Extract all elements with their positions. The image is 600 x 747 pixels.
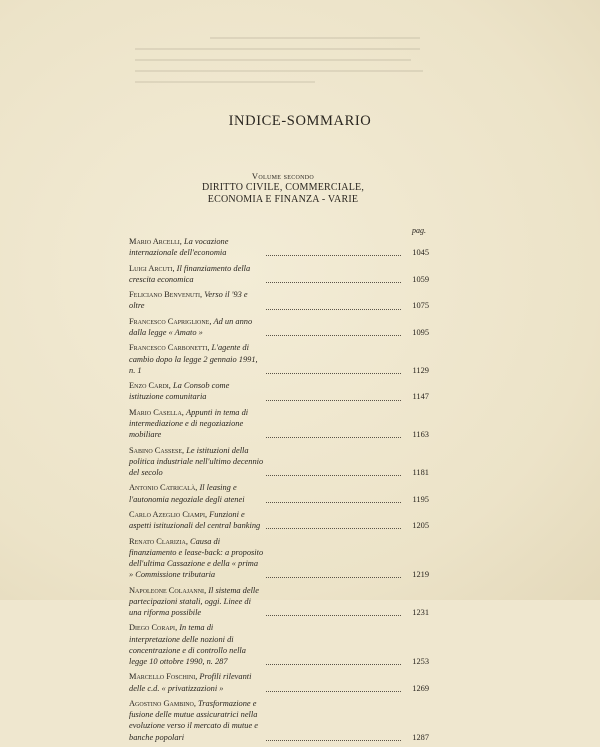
toc-work-title: Causa di finanziamento e lease-back: a proposito dell'ultima Cassazione e della « prima » Commissione tributaria — [129, 536, 264, 580]
toc-entry — [129, 509, 429, 531]
dot-leader — [266, 475, 401, 476]
dot-leader — [266, 528, 401, 529]
toc-page-number: 1287 — [412, 732, 429, 742]
toc-author: Feliciano Benvenuti — [129, 290, 200, 300]
toc-page-number: 1147 — [412, 392, 429, 402]
toc-page-number: 1075 — [412, 301, 429, 311]
toc-work-title: Ad un anno dalla legge « Amato » — [129, 316, 253, 337]
toc-entry — [129, 263, 429, 285]
toc-entry-text: Mario Casella, Appunti in tema di intermediazione e di negoziazione mobiliare — [129, 407, 249, 440]
toc-author: Napoleone Colajanni — [129, 585, 205, 595]
toc-entry — [129, 585, 429, 619]
toc-entry — [129, 536, 429, 581]
toc-entry — [129, 342, 429, 376]
toc-page-number: 1045 — [412, 248, 429, 258]
dot-leader — [266, 400, 401, 401]
toc-page-number: 1059 — [412, 274, 429, 284]
toc-entry-text: Mario Arcelli, La vocazione internazionale dell'economia — [129, 237, 229, 258]
volume-label: Volume secondo — [251, 171, 315, 181]
index-title: INDICE-SOMMARIO — [228, 113, 372, 129]
volume-title-line2: ECONOMIA E FINANZA - VARIE — [207, 194, 359, 205]
dot-leader — [266, 502, 401, 503]
toc-author: Mario Casella — [129, 407, 182, 417]
toc-page-number: 1269 — [412, 683, 429, 693]
volume-title — [0, 182, 566, 206]
toc-entry-text: Francesco Carbonetti, L'agente di cambio dopo la legge 2 gennaio 1991, n. 1 — [129, 343, 258, 375]
toc-author: Francesco Carbonetti — [129, 343, 208, 353]
toc-page-number: 1129 — [412, 365, 429, 375]
toc-work-title: Funzioni e aspetti istituzionali del central banking — [129, 509, 261, 531]
dot-leader — [266, 437, 401, 438]
dot-leader — [266, 615, 401, 616]
dot-leader — [266, 691, 401, 692]
dot-leader — [266, 309, 401, 310]
toc-entry — [129, 698, 429, 743]
toc-entry — [129, 671, 429, 693]
toc-entry-text: Marcello Foschini, Profili rilevanti delle c.d. « privatizzazioni » — [129, 672, 252, 693]
toc-entry — [129, 622, 429, 667]
toc-page-number: 1205 — [412, 521, 429, 531]
toc-author: Enzo Cardi — [129, 381, 169, 391]
toc-entry — [129, 445, 429, 479]
toc-work-title: Trasformazione e fusione delle mutue assicuratrici nella evoluzione verso il mercato di mutue e banche popolari — [129, 698, 259, 742]
toc-entry-text: Napoleone Colajanni, Il sistema delle partecipazioni statali, oggi. Linee di una riforma possibile — [129, 585, 259, 617]
toc-page-number: 1181 — [412, 467, 429, 477]
toc-entry-text: Agostino Gambino, Trasformazione e fusione delle mutue assicuratrici nella evoluzione verso il mercato di mutue e banche popolari — [129, 698, 259, 742]
toc-author: Agostino Gambino — [129, 698, 194, 708]
toc-entry-text: Sabino Cassese, Le istituzioni della politica industriale nell'ultimo decennio del secolo — [129, 445, 264, 477]
toc-page-number: 1095 — [412, 327, 429, 337]
toc-work-title: In tema di interpretazione delle nozioni di concentrazione e di controllo nella legge 10 ottobre 1990, n. 287 — [129, 623, 246, 666]
toc-work-title: Profili rilevanti delle c.d. « privatizzazioni » — [129, 672, 252, 693]
toc-work-title: L'agente di cambio dopo la legge 2 gennaio 1991, n. 1 — [129, 343, 258, 375]
toc-page-number: 1219 — [412, 570, 429, 580]
toc-page-number: 1195 — [412, 494, 429, 504]
toc-page-number: 1163 — [412, 430, 429, 440]
toc-author: Diego Corapi — [129, 623, 176, 633]
toc-entry-text: Carlo Azeglio Ciampi, Funzioni e aspetti istituzionali del central banking — [129, 509, 261, 531]
toc-entry — [129, 316, 429, 338]
toc-entry-text: Francesco Capriglione, Ad un anno dalla legge « Amato » — [129, 316, 253, 337]
toc-work-title: Le istituzioni della politica industriale nell'ultimo decennio del secolo — [129, 445, 264, 477]
dot-leader — [266, 282, 401, 283]
toc-page-number: 1231 — [412, 607, 429, 617]
toc-work-title: Il leasing e l'autonomia negoziale degli atenei — [129, 483, 245, 504]
toc-entry — [129, 236, 429, 258]
toc-entry — [129, 407, 429, 441]
dot-leader — [266, 335, 401, 336]
table-of-contents — [129, 236, 429, 747]
toc-author: Francesco Capriglione — [129, 316, 210, 326]
toc-entry — [129, 482, 429, 504]
toc-entry-text: Luigi Arcuti, Il finanziamento della crescita economica — [129, 263, 251, 284]
toc-author: Renato Clarizia — [129, 536, 186, 546]
toc-entry — [129, 289, 429, 311]
toc-entry-text: Enzo Cardi, La Consob come istituzione comunitaria — [129, 381, 230, 402]
toc-entry — [129, 380, 429, 402]
toc-work-title: La Consob come istituzione comunitaria — [129, 381, 230, 402]
toc-author: Antonio Catricalà — [129, 483, 196, 493]
dot-leader — [266, 255, 401, 256]
dot-leader — [266, 740, 401, 741]
dot-leader — [266, 664, 401, 665]
toc-entry-text: Diego Corapi, In tema di interpretazione delle nozioni di concentrazione e di controllo nella legge 10 ottobre 1990, n. 287 — [129, 623, 246, 666]
dot-leader — [266, 577, 401, 578]
bleed-through-text — [135, 28, 435, 118]
volume-title-line1: DIRITTO CIVILE, COMMERCIALE, — [201, 182, 365, 193]
toc-work-title: Verso il '93 e oltre — [129, 290, 248, 311]
toc-page-number: 1253 — [412, 656, 429, 666]
toc-work-title: La vocazione internazionale dell'economia — [129, 237, 229, 258]
toc-entry-text: Antonio Catricalà, Il leasing e l'autonomia negoziale degli atenei — [129, 483, 245, 504]
page-column-header: pag. — [412, 226, 426, 235]
dot-leader — [266, 373, 401, 374]
toc-author: Luigi Arcuti — [129, 263, 173, 273]
toc-author: Mario Arcelli — [129, 237, 180, 246]
toc-author: Sabino Cassese — [129, 445, 183, 455]
toc-work-title: Il finanziamento della crescita economica — [129, 263, 251, 284]
toc-work-title: Appunti in tema di intermediazione e di negoziazione mobiliare — [129, 407, 249, 440]
toc-work-title: Il sistema delle partecipazioni statali, oggi. Linee di una riforma possibile — [129, 585, 259, 617]
toc-author: Marcello Foschini — [129, 672, 196, 682]
toc-entry-text: Feliciano Benvenuti, Verso il '93 e oltre — [129, 290, 248, 311]
toc-author: Carlo Azeglio Ciampi — [129, 509, 205, 519]
toc-entry-text: Renato Clarizia, Causa di finanziamento e lease-back: a proposito dell'ultima Cassazione e della « prima » Commissione tributaria — [129, 536, 264, 580]
